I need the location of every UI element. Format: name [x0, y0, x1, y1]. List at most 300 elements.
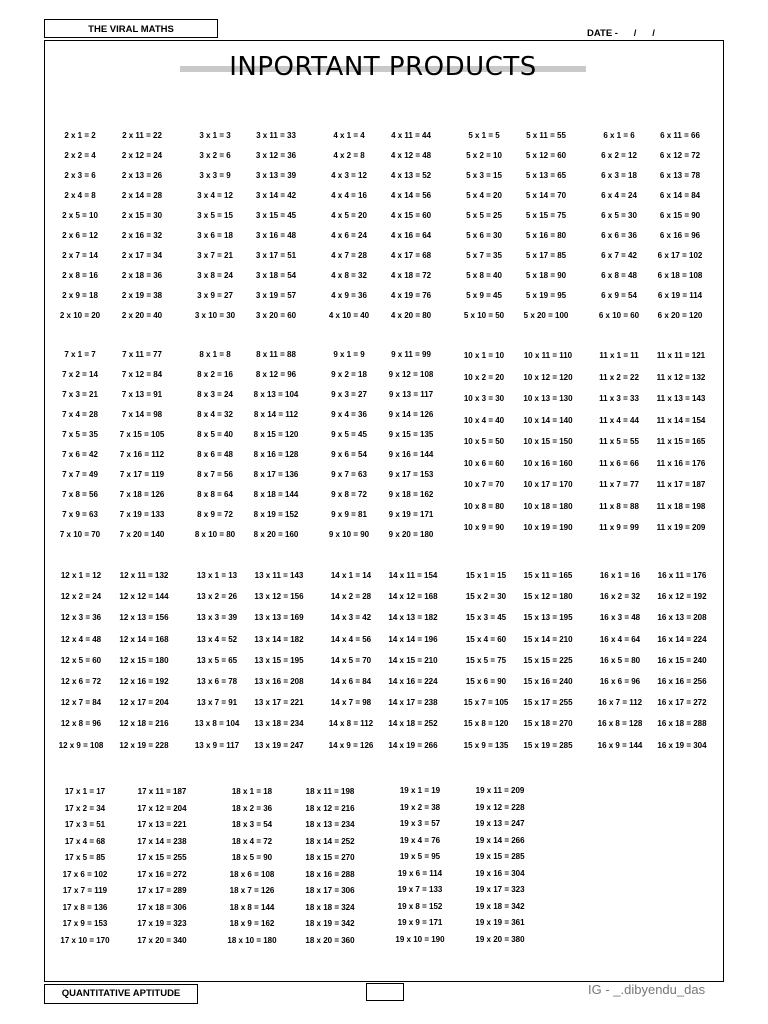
- product-entry: 11 x 19 = 209: [656, 523, 706, 532]
- product-entry: 5 x 7 = 35: [466, 251, 502, 260]
- product-entry: 2 x 9 = 18: [62, 291, 98, 300]
- product-entry: 17 x 2 = 34: [64, 803, 106, 813]
- product-entry: 12 x 15 = 180: [119, 655, 169, 665]
- product-entry: 11 x 13 = 143: [656, 394, 706, 403]
- product-entry: 4 x 20 = 80: [390, 311, 432, 320]
- product-entry: 12 x 6 = 72: [60, 677, 102, 686]
- product-entry: 2 x 2 = 4: [64, 151, 96, 160]
- product-entry: 18 x 20 = 360: [305, 935, 355, 945]
- product-entry: 16 x 17 = 272: [657, 698, 707, 708]
- product-entry: 15 x 8 = 120: [463, 719, 509, 729]
- product-entry: 16 x 8 = 128: [597, 719, 643, 729]
- product-entry: 19 x 8 = 152: [397, 901, 443, 911]
- product-entry: 6 x 6 = 36: [601, 231, 637, 240]
- product-entry: 2 x 12 = 24: [121, 151, 163, 160]
- product-entry: 15 x 13 = 195: [523, 613, 573, 623]
- product-entry: 3 x 13 = 39: [255, 171, 297, 180]
- product-entry: 9 x 10 = 90: [328, 530, 370, 539]
- product-entry: 10 x 14 = 140: [523, 415, 573, 425]
- product-entry: 6 x 4 = 24: [601, 191, 637, 200]
- product-entry: 8 x 11 = 88: [256, 350, 296, 359]
- product-entry: 6 x 13 = 78: [659, 171, 701, 180]
- product-entry: 17 x 4 = 68: [64, 836, 106, 846]
- product-entry: 16 x 19 = 304: [657, 740, 707, 750]
- product-entry: 3 x 11 = 33: [256, 131, 296, 140]
- product-entry: 10 x 8 = 80: [463, 501, 505, 511]
- product-entry: 19 x 2 = 38: [399, 802, 441, 812]
- subject-label: QUANTITATIVE APTITUDE: [61, 988, 181, 999]
- product-entry: 14 x 8 = 112: [328, 719, 374, 729]
- product-entry: 5 x 4 = 20: [466, 191, 502, 200]
- product-entry: 16 x 18 = 288: [657, 719, 707, 729]
- product-entry: 4 x 8 = 32: [331, 271, 367, 280]
- product-entry: 15 x 9 = 135: [463, 740, 509, 750]
- product-entry: 17 x 1 = 17: [64, 787, 106, 796]
- product-entry: 9 x 9 = 81: [331, 510, 367, 519]
- product-entry: 19 x 15 = 285: [475, 852, 525, 861]
- product-entry: 3 x 18 = 54: [255, 271, 297, 280]
- product-entry: 12 x 2 = 24: [60, 592, 102, 602]
- product-entry: 4 x 17 = 68: [390, 251, 432, 260]
- product-entry: 4 x 19 = 76: [390, 291, 432, 300]
- product-entry: 3 x 15 = 45: [255, 211, 297, 220]
- product-entry: 9 x 16 = 144: [388, 450, 434, 459]
- product-entry: 2 x 7 = 14: [62, 251, 98, 260]
- product-entry: 8 x 4 = 32: [197, 410, 233, 419]
- product-entry: 13 x 6 = 78: [196, 677, 238, 686]
- product-entry: 15 x 19 = 285: [523, 740, 573, 750]
- product-entry: 13 x 14 = 182: [254, 634, 304, 644]
- product-entry: 3 x 10 = 30: [194, 311, 236, 320]
- product-entry: 3 x 7 = 21: [197, 251, 233, 260]
- product-entry: 6 x 7 = 42: [601, 251, 637, 260]
- product-entry: 12 x 3 = 36: [60, 613, 102, 623]
- product-entry: 10 x 2 = 20: [463, 372, 505, 382]
- product-entry: 9 x 7 = 63: [331, 470, 367, 479]
- product-entry: 12 x 11 = 132: [119, 571, 169, 580]
- product-entry: 9 x 19 = 171: [388, 510, 434, 519]
- product-entry: 17 x 7 = 119: [62, 886, 108, 895]
- product-entry: 18 x 16 = 288: [305, 869, 355, 879]
- product-entry: 5 x 19 = 95: [525, 291, 567, 300]
- product-entry: 19 x 1 = 19: [399, 786, 441, 795]
- product-entry: 12 x 14 = 168: [119, 634, 169, 644]
- product-entry: 4 x 9 = 36: [331, 291, 367, 300]
- product-entry: 8 x 17 = 136: [253, 470, 299, 479]
- product-entry: 19 x 19 = 361: [475, 918, 525, 927]
- product-entry: 6 x 14 = 84: [659, 191, 701, 200]
- product-entry: 9 x 14 = 126: [388, 410, 434, 419]
- product-entry: 10 x 18 = 180: [523, 501, 573, 511]
- product-entry: 18 x 4 = 72: [231, 836, 273, 846]
- product-entry: 13 x 12 = 156: [254, 592, 304, 602]
- product-entry: 3 x 3 = 9: [199, 171, 231, 180]
- product-entry: 16 x 11 = 176: [657, 571, 707, 580]
- product-entry: 18 x 2 = 36: [231, 803, 273, 813]
- product-entry: 2 x 17 = 34: [121, 251, 163, 260]
- product-entry: 7 x 6 = 42: [62, 450, 98, 459]
- product-entry: 19 x 16 = 304: [475, 868, 525, 878]
- product-entry: 12 x 9 = 108: [58, 740, 104, 750]
- product-entry: 16 x 5 = 80: [599, 655, 641, 665]
- product-entry: 14 x 6 = 84: [330, 677, 372, 686]
- product-entry: 14 x 14 = 196: [388, 634, 438, 644]
- product-entry: 9 x 18 = 162: [388, 490, 434, 499]
- product-entry: 3 x 6 = 18: [197, 231, 233, 240]
- date-label: DATE - / /: [587, 28, 655, 39]
- product-entry: 9 x 6 = 54: [331, 450, 367, 459]
- product-entry: 5 x 17 = 85: [525, 251, 567, 260]
- product-entry: 7 x 3 = 21: [62, 390, 98, 399]
- product-entry: 10 x 1 = 10: [463, 351, 505, 360]
- product-entry: 9 x 3 = 27: [331, 390, 367, 399]
- product-entry: 6 x 20 = 120: [657, 311, 703, 320]
- product-entry: 10 x 16 = 160: [523, 458, 573, 468]
- credit-label: IG - _.dibyendu_das: [588, 982, 706, 997]
- product-entry: 19 x 9 = 171: [397, 918, 443, 927]
- product-entry: 18 x 11 = 198: [305, 787, 355, 796]
- product-entry: 2 x 19 = 38: [121, 291, 163, 300]
- product-entry: 11 x 2 = 22: [599, 372, 639, 382]
- product-entry: 3 x 1 = 3: [199, 131, 231, 140]
- product-entry: 15 x 15 = 225: [523, 655, 573, 665]
- product-entry: 14 x 17 = 238: [388, 698, 438, 708]
- product-entry: 5 x 1 = 5: [468, 131, 500, 140]
- product-entry: 7 x 18 = 126: [119, 490, 165, 499]
- product-entry: 12 x 12 = 144: [119, 592, 169, 602]
- product-entry: 18 x 14 = 252: [305, 836, 355, 846]
- product-entry: 3 x 20 = 60: [255, 311, 297, 320]
- product-entry: 18 x 6 = 108: [229, 869, 275, 879]
- product-entry: 2 x 10 = 20: [59, 311, 101, 320]
- product-entry: 17 x 16 = 272: [137, 869, 187, 879]
- product-entry: 3 x 19 = 57: [255, 291, 297, 300]
- product-entry: 7 x 5 = 35: [62, 430, 98, 439]
- product-entry: 17 x 10 = 170: [60, 935, 110, 945]
- product-entry: 13 x 18 = 234: [254, 719, 304, 729]
- product-entry: 10 x 5 = 50: [463, 437, 505, 446]
- product-entry: 7 x 11 = 77: [122, 350, 162, 359]
- product-entry: 8 x 19 = 152: [253, 510, 299, 519]
- product-entry: 2 x 20 = 40: [121, 311, 163, 320]
- product-entry: 8 x 14 = 112: [253, 410, 299, 419]
- product-entry: 5 x 3 = 15: [466, 171, 502, 180]
- product-entry: 4 x 3 = 12: [331, 171, 367, 180]
- product-entry: 5 x 11 = 55: [526, 131, 566, 140]
- product-entry: 7 x 8 = 56: [62, 490, 98, 499]
- product-entry: 11 x 7 = 77: [599, 480, 639, 489]
- product-entry: 8 x 7 = 56: [197, 470, 233, 479]
- product-entry: 17 x 3 = 51: [64, 820, 106, 829]
- product-entry: 19 x 13 = 247: [475, 819, 525, 828]
- product-entry: 5 x 8 = 40: [466, 271, 502, 280]
- product-entry: 2 x 1 = 2: [64, 131, 96, 140]
- product-entry: 8 x 2 = 16: [197, 370, 233, 379]
- product-entry: 11 x 16 = 176: [656, 458, 706, 468]
- product-entry: 14 x 18 = 252: [388, 719, 438, 729]
- product-entry: 19 x 3 = 57: [399, 819, 441, 828]
- product-entry: 10 x 9 = 90: [463, 523, 505, 532]
- product-entry: 8 x 15 = 120: [253, 430, 299, 439]
- product-entry: 17 x 9 = 153: [62, 919, 108, 928]
- product-entry: 3 x 8 = 24: [197, 271, 233, 280]
- product-entry: 2 x 18 = 36: [121, 271, 163, 280]
- product-entry: 10 x 12 = 120: [523, 372, 573, 382]
- product-entry: 11 x 4 = 44: [599, 415, 639, 425]
- product-entry: 15 x 12 = 180: [523, 592, 573, 602]
- product-entry: 3 x 17 = 51: [255, 251, 297, 260]
- product-entry: 5 x 13 = 65: [525, 171, 567, 180]
- product-entry: 17 x 8 = 136: [62, 902, 108, 912]
- product-entry: 8 x 10 = 80: [194, 530, 236, 539]
- product-entry: 14 x 9 = 126: [328, 740, 374, 750]
- product-entry: 17 x 18 = 306: [137, 902, 187, 912]
- product-entry: 7 x 14 = 98: [121, 410, 163, 419]
- product-entry: 18 x 5 = 90: [231, 853, 273, 862]
- product-entry: 2 x 3 = 6: [64, 171, 96, 180]
- product-entry: 12 x 19 = 228: [119, 740, 169, 750]
- product-entry: 7 x 10 = 70: [59, 530, 101, 539]
- product-entry: 14 x 7 = 98: [330, 698, 372, 708]
- product-entry: 15 x 11 = 165: [523, 571, 573, 580]
- product-entry: 5 x 20 = 100: [523, 311, 569, 320]
- product-entry: 5 x 12 = 60: [525, 151, 567, 160]
- product-entry: 16 x 3 = 48: [599, 613, 641, 623]
- product-entry: 19 x 11 = 209: [475, 786, 525, 795]
- page-number-box: [366, 983, 404, 1001]
- product-entry: 16 x 1 = 16: [599, 571, 641, 580]
- product-entry: 3 x 9 = 27: [197, 291, 233, 300]
- product-entry: 11 x 5 = 55: [599, 437, 639, 446]
- product-entry: 13 x 15 = 195: [254, 655, 304, 665]
- product-entry: 9 x 8 = 72: [331, 490, 367, 499]
- product-entry: 11 x 8 = 88: [599, 501, 639, 511]
- product-entry: 10 x 7 = 70: [463, 480, 505, 489]
- product-entry: 9 x 15 = 135: [388, 430, 434, 439]
- product-entry: 8 x 18 = 144: [253, 490, 299, 499]
- product-entry: 9 x 4 = 36: [331, 410, 367, 419]
- product-entry: 13 x 13 = 169: [254, 613, 304, 623]
- product-entry: 6 x 10 = 60: [598, 311, 640, 320]
- product-entry: 6 x 8 = 48: [601, 271, 637, 280]
- product-entry: 14 x 19 = 266: [388, 740, 438, 750]
- product-entry: 11 x 12 = 132: [656, 372, 706, 382]
- product-entry: 15 x 6 = 90: [465, 677, 507, 686]
- product-entry: 7 x 9 = 63: [62, 510, 98, 519]
- product-entry: 8 x 6 = 48: [197, 450, 233, 459]
- product-entry: 9 x 13 = 117: [388, 390, 434, 399]
- product-entry: 8 x 12 = 96: [255, 370, 297, 379]
- product-entry: 8 x 8 = 64: [197, 490, 233, 499]
- product-entry: 7 x 17 = 119: [119, 470, 165, 479]
- product-entry: 8 x 13 = 104: [253, 390, 299, 399]
- product-entry: 15 x 18 = 270: [523, 719, 573, 729]
- product-entry: 17 x 11 = 187: [137, 787, 187, 796]
- product-entry: 12 x 7 = 84: [60, 698, 102, 708]
- product-entry: 8 x 9 = 72: [197, 510, 233, 519]
- brand-label: THE VIRAL MATHS: [88, 24, 174, 35]
- product-entry: 13 x 2 = 26: [196, 592, 238, 602]
- product-entry: 11 x 14 = 154: [656, 415, 706, 425]
- product-entry: 18 x 8 = 144: [229, 902, 275, 912]
- product-entry: 5 x 18 = 90: [525, 271, 567, 280]
- product-entry: 13 x 7 = 91: [196, 698, 238, 708]
- product-entry: 3 x 16 = 48: [255, 231, 297, 240]
- product-entry: 16 x 13 = 208: [657, 613, 707, 623]
- product-entry: 7 x 7 = 49: [62, 470, 98, 479]
- product-entry: 16 x 4 = 64: [599, 634, 641, 644]
- product-entry: 13 x 17 = 221: [254, 698, 304, 708]
- product-entry: 17 x 6 = 102: [62, 869, 108, 879]
- product-entry: 19 x 6 = 114: [397, 868, 443, 878]
- subject-box: [44, 984, 198, 1004]
- product-entry: 13 x 9 = 117: [194, 740, 240, 750]
- product-entry: 17 x 12 = 204: [137, 803, 187, 813]
- product-entry: 7 x 2 = 14: [62, 370, 98, 379]
- product-entry: 6 x 3 = 18: [601, 171, 637, 180]
- product-entry: 14 x 3 = 42: [330, 613, 372, 623]
- product-entry: 7 x 15 = 105: [119, 430, 165, 439]
- product-entry: 13 x 3 = 39: [196, 613, 238, 623]
- product-entry: 4 x 18 = 72: [390, 271, 432, 280]
- product-entry: 15 x 4 = 60: [465, 634, 507, 644]
- product-entry: 15 x 7 = 105: [463, 698, 509, 708]
- product-entry: 10 x 3 = 30: [463, 394, 505, 403]
- product-entry: 17 x 19 = 323: [137, 919, 187, 928]
- product-entry: 6 x 17 = 102: [657, 251, 703, 260]
- product-entry: 15 x 14 = 210: [523, 634, 573, 644]
- product-entry: 16 x 6 = 96: [599, 677, 641, 686]
- product-entry: 6 x 16 = 96: [659, 231, 701, 240]
- product-entry: 14 x 16 = 224: [388, 677, 438, 686]
- product-entry: 4 x 4 = 16: [331, 191, 367, 200]
- product-entry: 14 x 5 = 70: [330, 655, 372, 665]
- product-entry: 12 x 13 = 156: [119, 613, 169, 623]
- product-entry: 4 x 12 = 48: [390, 151, 432, 160]
- product-entry: 3 x 12 = 36: [255, 151, 297, 160]
- product-entry: 8 x 3 = 24: [197, 390, 233, 399]
- product-entry: 11 x 9 = 99: [599, 523, 639, 532]
- product-entry: 5 x 14 = 70: [525, 191, 567, 200]
- product-entry: 3 x 14 = 42: [255, 191, 297, 200]
- product-entry: 19 x 10 = 190: [395, 934, 445, 944]
- product-entry: 13 x 16 = 208: [254, 677, 304, 686]
- product-entry: 16 x 2 = 32: [599, 592, 641, 602]
- product-entry: 16 x 14 = 224: [657, 634, 707, 644]
- product-entry: 18 x 7 = 126: [229, 886, 275, 895]
- product-entry: 15 x 3 = 45: [465, 613, 507, 623]
- product-entry: 7 x 1 = 7: [64, 350, 96, 359]
- product-entry: 14 x 11 = 154: [388, 571, 438, 580]
- product-entry: 14 x 13 = 182: [388, 613, 438, 623]
- product-entry: 17 x 5 = 85: [64, 853, 106, 862]
- product-entry: 3 x 4 = 12: [197, 191, 233, 200]
- product-entry: 13 x 1 = 13: [196, 571, 238, 580]
- product-entry: 3 x 2 = 6: [199, 151, 231, 160]
- product-entry: 6 x 15 = 90: [659, 211, 701, 220]
- product-entry: 12 x 17 = 204: [119, 698, 169, 708]
- product-entry: 3 x 5 = 15: [197, 211, 233, 220]
- product-entry: 7 x 13 = 91: [121, 390, 163, 399]
- product-entry: 4 x 14 = 56: [390, 191, 432, 200]
- product-entry: 5 x 2 = 10: [466, 151, 502, 160]
- product-entry: 15 x 17 = 255: [523, 698, 573, 708]
- product-entry: 11 x 6 = 66: [599, 458, 639, 468]
- product-entry: 4 x 13 = 52: [390, 171, 432, 180]
- product-entry: 19 x 18 = 342: [475, 901, 525, 911]
- product-entry: 16 x 16 = 256: [657, 677, 707, 686]
- product-entry: 9 x 2 = 18: [331, 370, 367, 379]
- product-entry: 13 x 19 = 247: [254, 740, 304, 750]
- product-entry: 15 x 16 = 240: [523, 677, 573, 686]
- product-entry: 6 x 5 = 30: [601, 211, 637, 220]
- brand-box: [44, 19, 218, 38]
- product-entry: 7 x 12 = 84: [121, 370, 163, 379]
- product-entry: 10 x 19 = 190: [523, 523, 573, 532]
- page-title: INPORTANT PRODUCTS: [229, 52, 537, 82]
- product-entry: 2 x 6 = 12: [62, 231, 98, 240]
- product-entry: 6 x 2 = 12: [601, 151, 637, 160]
- product-entry: 13 x 4 = 52: [196, 634, 238, 644]
- product-entry: 2 x 5 = 10: [62, 211, 98, 220]
- product-entry: 5 x 10 = 50: [463, 311, 505, 320]
- product-entry: 5 x 16 = 80: [525, 231, 567, 240]
- product-entry: 12 x 5 = 60: [60, 655, 102, 665]
- product-entry: 8 x 1 = 8: [199, 350, 231, 359]
- product-entry: 2 x 11 = 22: [122, 131, 162, 140]
- product-entry: 6 x 19 = 114: [657, 291, 703, 300]
- product-entry: 12 x 4 = 48: [60, 634, 102, 644]
- product-entry: 5 x 5 = 25: [466, 211, 502, 220]
- product-entry: 18 x 17 = 306: [305, 886, 355, 895]
- product-entry: 12 x 18 = 216: [119, 719, 169, 729]
- product-entry: 8 x 20 = 160: [253, 530, 299, 539]
- product-entry: 4 x 10 = 40: [328, 311, 370, 320]
- product-entry: 18 x 9 = 162: [229, 919, 275, 928]
- product-entry: 19 x 12 = 228: [475, 802, 525, 812]
- product-entry: 17 x 14 = 238: [137, 836, 187, 846]
- product-entry: 4 x 11 = 44: [391, 131, 431, 140]
- product-entry: 9 x 1 = 9: [333, 350, 365, 359]
- product-entry: 11 x 17 = 187: [656, 480, 706, 489]
- product-entry: 10 x 17 = 170: [523, 480, 573, 489]
- product-entry: 7 x 20 = 140: [119, 530, 165, 539]
- product-entry: 10 x 6 = 60: [463, 458, 505, 468]
- product-entry: 15 x 2 = 30: [465, 592, 507, 602]
- product-entry: 2 x 16 = 32: [121, 231, 163, 240]
- product-entry: 11 x 3 = 33: [599, 394, 639, 403]
- product-entry: 6 x 1 = 6: [603, 131, 635, 140]
- product-entry: 15 x 1 = 15: [465, 571, 507, 580]
- product-entry: 9 x 12 = 108: [388, 370, 434, 379]
- product-entry: 4 x 6 = 24: [331, 231, 367, 240]
- product-entry: 5 x 15 = 75: [525, 211, 567, 220]
- product-entry: 18 x 18 = 324: [305, 902, 355, 912]
- product-entry: 8 x 5 = 40: [197, 430, 233, 439]
- product-entry: 6 x 11 = 66: [660, 131, 700, 140]
- product-entry: 10 x 13 = 130: [523, 394, 573, 403]
- product-entry: 4 x 7 = 28: [331, 251, 367, 260]
- product-entry: 4 x 5 = 20: [331, 211, 367, 220]
- product-entry: 16 x 7 = 112: [597, 698, 643, 708]
- product-entry: 19 x 5 = 95: [399, 852, 441, 861]
- product-entry: 16 x 15 = 240: [657, 655, 707, 665]
- product-entry: 4 x 15 = 60: [390, 211, 432, 220]
- product-entry: 11 x 15 = 165: [656, 437, 706, 446]
- product-entry: 14 x 15 = 210: [388, 655, 438, 665]
- product-entry: 14 x 2 = 28: [330, 592, 372, 602]
- product-entry: 6 x 18 = 108: [657, 271, 703, 280]
